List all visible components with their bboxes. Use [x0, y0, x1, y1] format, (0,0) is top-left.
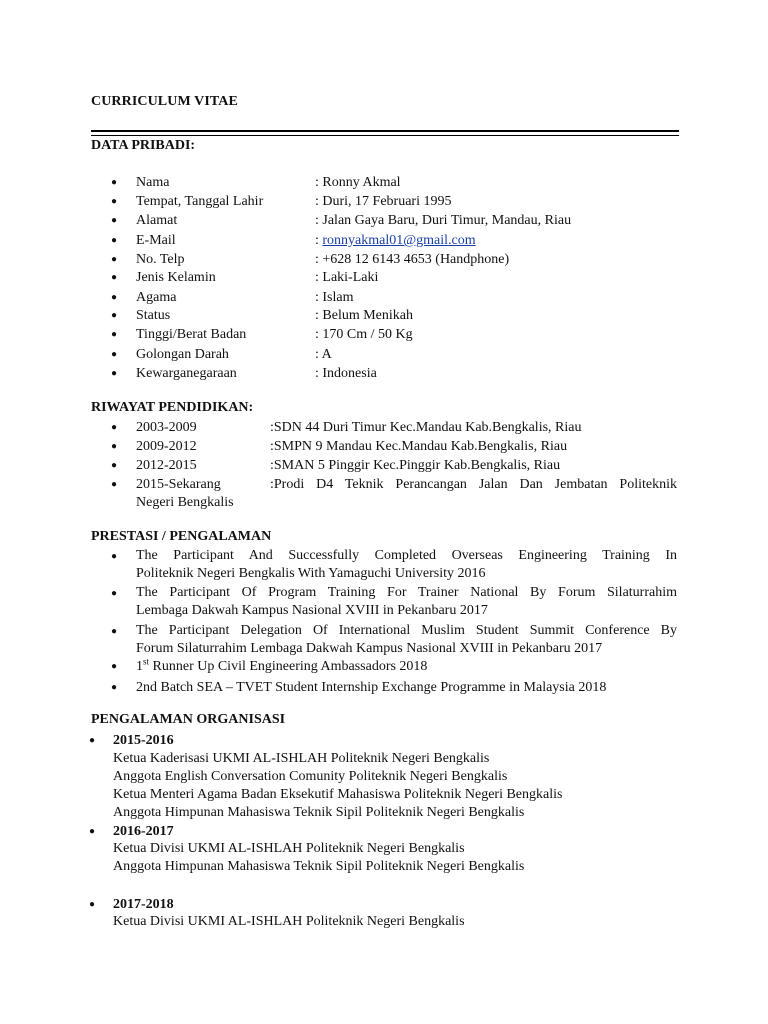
- education-year: 2009-2012: [136, 439, 197, 454]
- personal-row: [0, 231, 768, 250]
- email-prefix: :: [315, 233, 323, 248]
- bullet-icon: ●: [111, 368, 118, 379]
- personal-label: Tinggi/Berat Badan: [136, 327, 247, 342]
- personal-value: : Belum Menikah: [315, 308, 413, 323]
- education-school: :SMAN 5 Pinggir Kec.Pinggir Kab.Bengkalis, Riau: [270, 458, 561, 473]
- personal-label: Tempat, Tanggal Lahir: [136, 194, 264, 209]
- bullet-icon: ●: [111, 661, 118, 672]
- org-role: Anggota Himpunan Mahasiswa Teknik Sipil Politeknik Negeri Bengkalis: [113, 805, 525, 820]
- bullet-icon: ●: [111, 215, 118, 226]
- education-row: [0, 456, 768, 475]
- achievement-rank-number: 1: [136, 659, 143, 674]
- education-year: 2012-2015: [136, 458, 197, 473]
- education-year: 2015-Sekarang: [136, 477, 221, 492]
- bullet-icon: ●: [111, 235, 118, 246]
- achievement-item: [0, 622, 768, 660]
- org-role: Ketua Kaderisasi UKMI AL-ISHLAH Politeknik Negeri Bengkalis: [113, 751, 490, 766]
- achievement-item: [0, 584, 768, 622]
- personal-label: Status: [136, 308, 171, 323]
- personal-row: [0, 268, 768, 287]
- achievement-text-continued: Lembaga Dakwah Kampus Nasional XVIII in Pekanbaru 2017: [136, 603, 488, 618]
- personal-value: : +628 12 6143 4653 (Handphone): [315, 252, 510, 267]
- bullet-icon: ●: [89, 735, 96, 746]
- bullet-icon: ●: [111, 422, 118, 433]
- personal-label: E-Mail: [136, 233, 176, 248]
- personal-row: [0, 306, 768, 325]
- education-school: :Prodi D4 Teknik Perancangan Jalan Dan Jembatan Politeknik: [270, 477, 677, 492]
- org-role: Ketua Menteri Agama Badan Eksekutif Mahasiswa Politeknik Negeri Bengkalis: [113, 787, 563, 802]
- personal-label: Jenis Kelamin: [136, 270, 216, 285]
- personal-label: Golongan Darah: [136, 347, 229, 362]
- bullet-icon: ●: [111, 682, 118, 693]
- bullet-icon: ●: [111, 588, 118, 599]
- org-year-row: [0, 731, 768, 750]
- bullet-icon: ●: [111, 254, 118, 265]
- section-prestasi-heading: PRESTASI / PENGALAMAN: [91, 529, 272, 544]
- org-year: 2015-2016: [113, 733, 174, 748]
- education-row: [0, 475, 768, 494]
- bullet-icon: ●: [111, 196, 118, 207]
- section-pendidikan-heading: RIWAYAT PENDIDIKAN:: [91, 400, 254, 415]
- bullet-icon: ●: [89, 826, 96, 837]
- personal-label: Nama: [136, 175, 170, 190]
- personal-value: : 170 Cm / 50 Kg: [315, 327, 413, 342]
- personal-value: : Duri, 17 Februari 1995: [315, 194, 452, 209]
- bullet-icon: ●: [111, 551, 118, 562]
- achievement-text: 2nd Batch SEA – TVET Student Internship Exchange Programme in Malaysia 2018: [136, 680, 607, 695]
- org-role: Ketua Divisi UKMI AL-ISHLAH Politeknik Negeri Bengkalis: [113, 841, 465, 856]
- bullet-icon: ●: [111, 177, 118, 188]
- org-year: 2017-2018: [113, 897, 174, 912]
- bullet-icon: ●: [111, 479, 118, 490]
- achievement-text: Runner Up Civil Engineering Ambassadors 2018: [149, 659, 428, 674]
- bullet-icon: ●: [111, 329, 118, 340]
- personal-value: [315, 231, 476, 250]
- section-data-pribadi-heading: DATA PRIBADI:: [91, 138, 196, 153]
- bullet-icon: ●: [111, 460, 118, 471]
- bullet-icon: ●: [111, 441, 118, 452]
- personal-row: [0, 364, 768, 383]
- education-row: [0, 437, 768, 456]
- education-school-continued: Negeri Bengkalis: [136, 495, 234, 510]
- achievement-text: The Participant Of Program Training For Trainer National By Forum Silaturrahim: [136, 585, 677, 600]
- achievement-rank-suffix: st: [143, 656, 150, 667]
- title-rule-thick: [91, 130, 679, 132]
- personal-row: [0, 325, 768, 344]
- bullet-icon: ●: [89, 899, 96, 910]
- personal-row: [0, 211, 768, 230]
- personal-label: Kewarganegaraan: [136, 366, 237, 381]
- personal-row: [0, 345, 768, 364]
- achievement-item: [0, 657, 768, 676]
- personal-value: : Ronny Akmal: [315, 175, 401, 190]
- bullet-icon: ●: [111, 272, 118, 283]
- personal-value: : Jalan Gaya Baru, Duri Timur, Mandau, Riau: [315, 213, 572, 228]
- education-school: :SDN 44 Duri Timur Kec.Mandau Kab.Bengkalis, Riau: [270, 420, 582, 435]
- personal-row: [0, 173, 768, 192]
- education-row: [0, 418, 768, 437]
- personal-value: : Laki-Laki: [315, 270, 379, 285]
- org-role: Anggota English Conversation Comunity Politeknik Negeri Bengkalis: [113, 769, 508, 784]
- org-role: Ketua Divisi UKMI AL-ISHLAH Politeknik Negeri Bengkalis: [113, 914, 465, 929]
- personal-value: : Islam: [315, 290, 354, 305]
- section-organisasi-heading: PENGALAMAN ORGANISASI: [91, 712, 286, 727]
- bullet-icon: ●: [111, 349, 118, 360]
- achievement-text-continued: Forum Silaturrahim Lembaga Dakwah Kampus Nasional XVIII in Pekanbaru 2017: [136, 641, 603, 656]
- org-role: Anggota Himpunan Mahasiswa Teknik Sipil Politeknik Negeri Bengkalis: [113, 859, 525, 874]
- email-link[interactable]: ronnyakmal01@gmail.com: [322, 233, 476, 248]
- personal-value: : A: [315, 347, 332, 362]
- personal-label: Alamat: [136, 213, 178, 228]
- org-year: 2016-2017: [113, 824, 174, 839]
- personal-row: [0, 288, 768, 307]
- achievement-text: The Participant And Successfully Completed Overseas Engineering Training In: [136, 548, 677, 563]
- personal-value: : Indonesia: [315, 366, 377, 381]
- achievement-text-continued: Politeknik Negeri Bengkalis With Yamaguchi University 2016: [136, 566, 486, 581]
- bullet-icon: ●: [111, 292, 118, 303]
- personal-label: No. Telp: [136, 252, 185, 267]
- document-title: CURRICULUM VITAE: [91, 94, 238, 109]
- education-year: 2003-2009: [136, 420, 197, 435]
- org-year-row: [0, 895, 768, 914]
- achievement-item: [0, 547, 768, 585]
- achievement-item: [0, 678, 768, 697]
- bullet-icon: ●: [111, 310, 118, 321]
- personal-label: Agama: [136, 290, 177, 305]
- education-school: :SMPN 9 Mandau Kec.Mandau Kab.Bengkalis, Riau: [270, 439, 568, 454]
- title-rule-thin: [91, 135, 679, 136]
- org-year-row: [0, 822, 768, 841]
- personal-row: [0, 250, 768, 269]
- bullet-icon: ●: [111, 626, 118, 637]
- personal-row: [0, 192, 768, 211]
- achievement-text: The Participant Delegation Of International Muslim Student Summit Conference By: [136, 623, 677, 638]
